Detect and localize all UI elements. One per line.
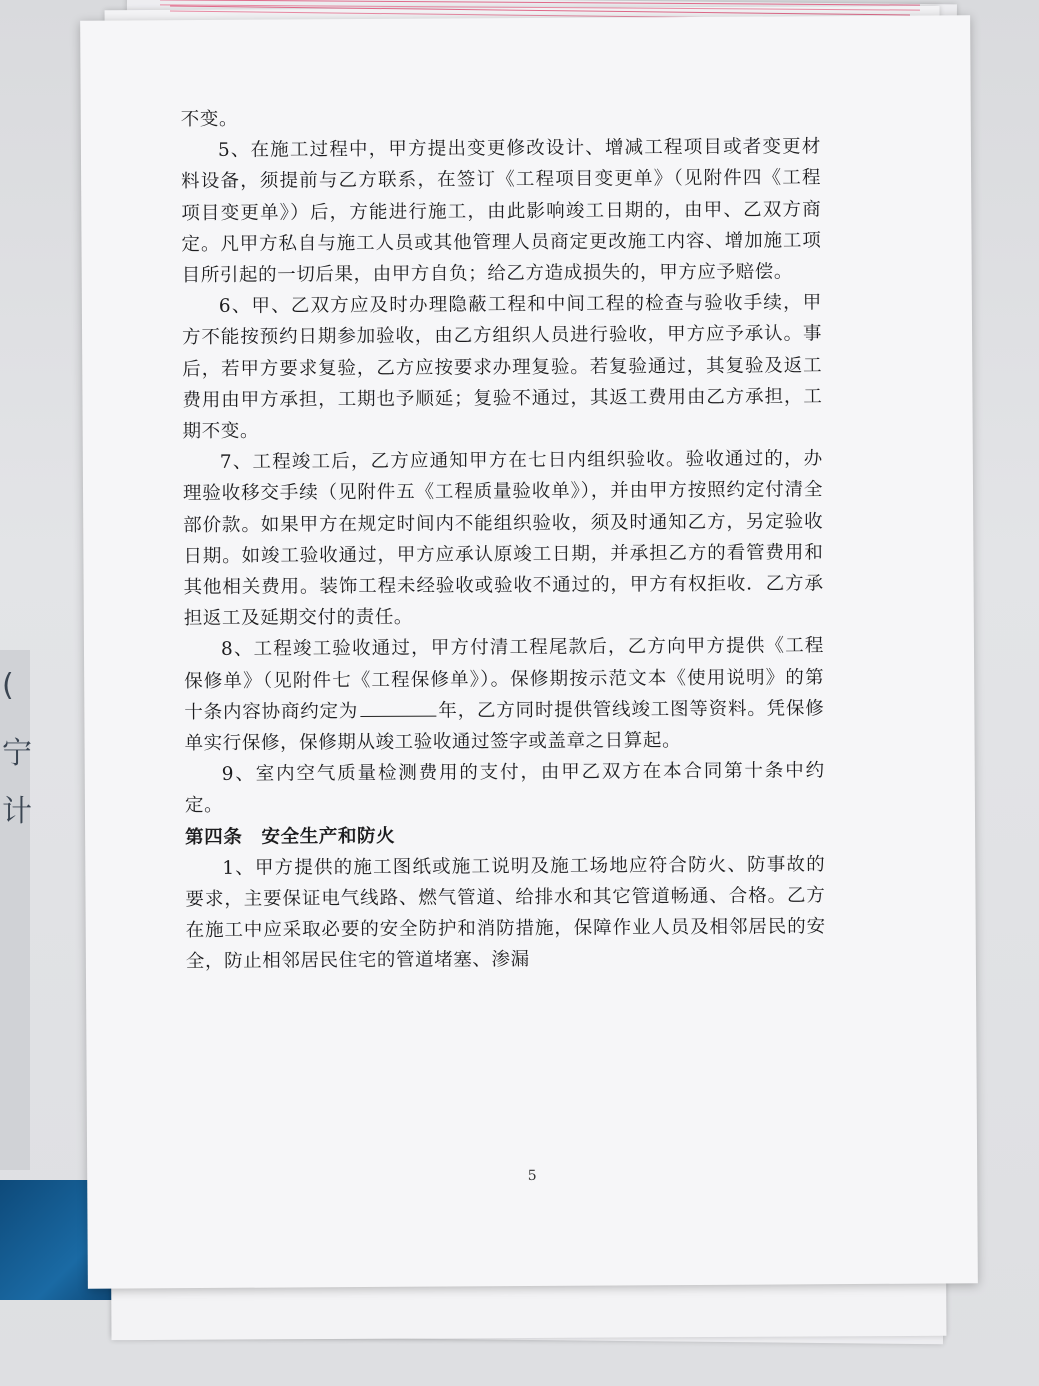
edge-glyph: 计	[2, 794, 32, 829]
edge-glyph: 宁	[2, 736, 32, 771]
paragraph-clause-9: 9、室内空气质量检测费用的支付，由甲乙双方在本合同第十条中约定。	[184, 760, 825, 817]
paragraph-clause-6: 6、甲、乙双方应及时办理隐蔽工程和中间工程的检查与验收手续，甲方不能按预约日期参加验收，由乙方组织人员进行验收，甲方应予承认。事后，若甲方要求复验，乙方应按要求办理复验。若复验通过，其复验及返工费用由甲方承担，工期也予顺延；复验不通过，其返工费用由乙方承担，工期不变。	[182, 292, 823, 443]
clause-8-part-2: 年，乙方同时提供管线竣工图等资料。凭保修单实行保修，保修期从竣工验收通过签字或盖章之日算起。	[184, 698, 825, 755]
document-body	[181, 100, 826, 978]
paragraph-clause-8	[184, 631, 825, 760]
paragraph-article-4-clause-1: 1、甲方提供的施工图纸或施工说明及施工场地应符合防火、防事故的要求，主要保证电气线路、燃气管道、给排水和其它管道畅通、合格。乙方在施工中应采取必要的安全防护和消防措施，保障作业人员及相邻居民的安全，防止相邻居民住宅的管道堵塞、渗漏	[185, 854, 826, 973]
document-page	[80, 15, 978, 1288]
edge-glyph: (	[2, 668, 14, 703]
article-4-heading: 第四条 安全生产和防火	[185, 825, 396, 848]
page-number: 5	[527, 1167, 537, 1185]
clause-8-part-1: 8、工程竣工验收通过，甲方付清工程尾款后，乙方向甲方提供《工程保修单》（见附件七《工程保修单》）。保修期按示范文本《使用说明》的第十条内容协商约定为	[184, 635, 825, 723]
paragraph-continuation: 不变。	[180, 108, 239, 131]
paragraph-clause-5: 5、在施工过程中，甲方提出变更修改设计、增减工程项目或者变更材料设备，须提前与乙方联系，在签订《工程项目变更单》（见附件四《工程项目变更单》）后，方能进行施工，由此影响竣工日期的，由甲、乙双方商定。凡甲方私自与施工人员或其他管理人员商定更改施工内容、增加施工项目所引起的一切后果，由甲方自负；给乙方造成损失的，甲方应予赔偿。	[181, 136, 822, 287]
paragraph-clause-7: 7、工程竣工后，乙方应通知甲方在七日内组织验收。验收通过的，办理验收移交手续（见附件五《工程质量验收单》），并由甲方按照约定付清全部价款。如果甲方在规定时间内不能组织验收，须及时通知乙方，另定验收日期。如竣工验收通过，甲方应承认原竣工日期，并承担乙方的看管费用和其他相关费用。装饰工程未经验收或验收不通过的，甲方有权拒收．乙方承担返工及延期交付的责任。	[182, 448, 824, 630]
warranty-years-blank[interactable]	[360, 715, 436, 716]
